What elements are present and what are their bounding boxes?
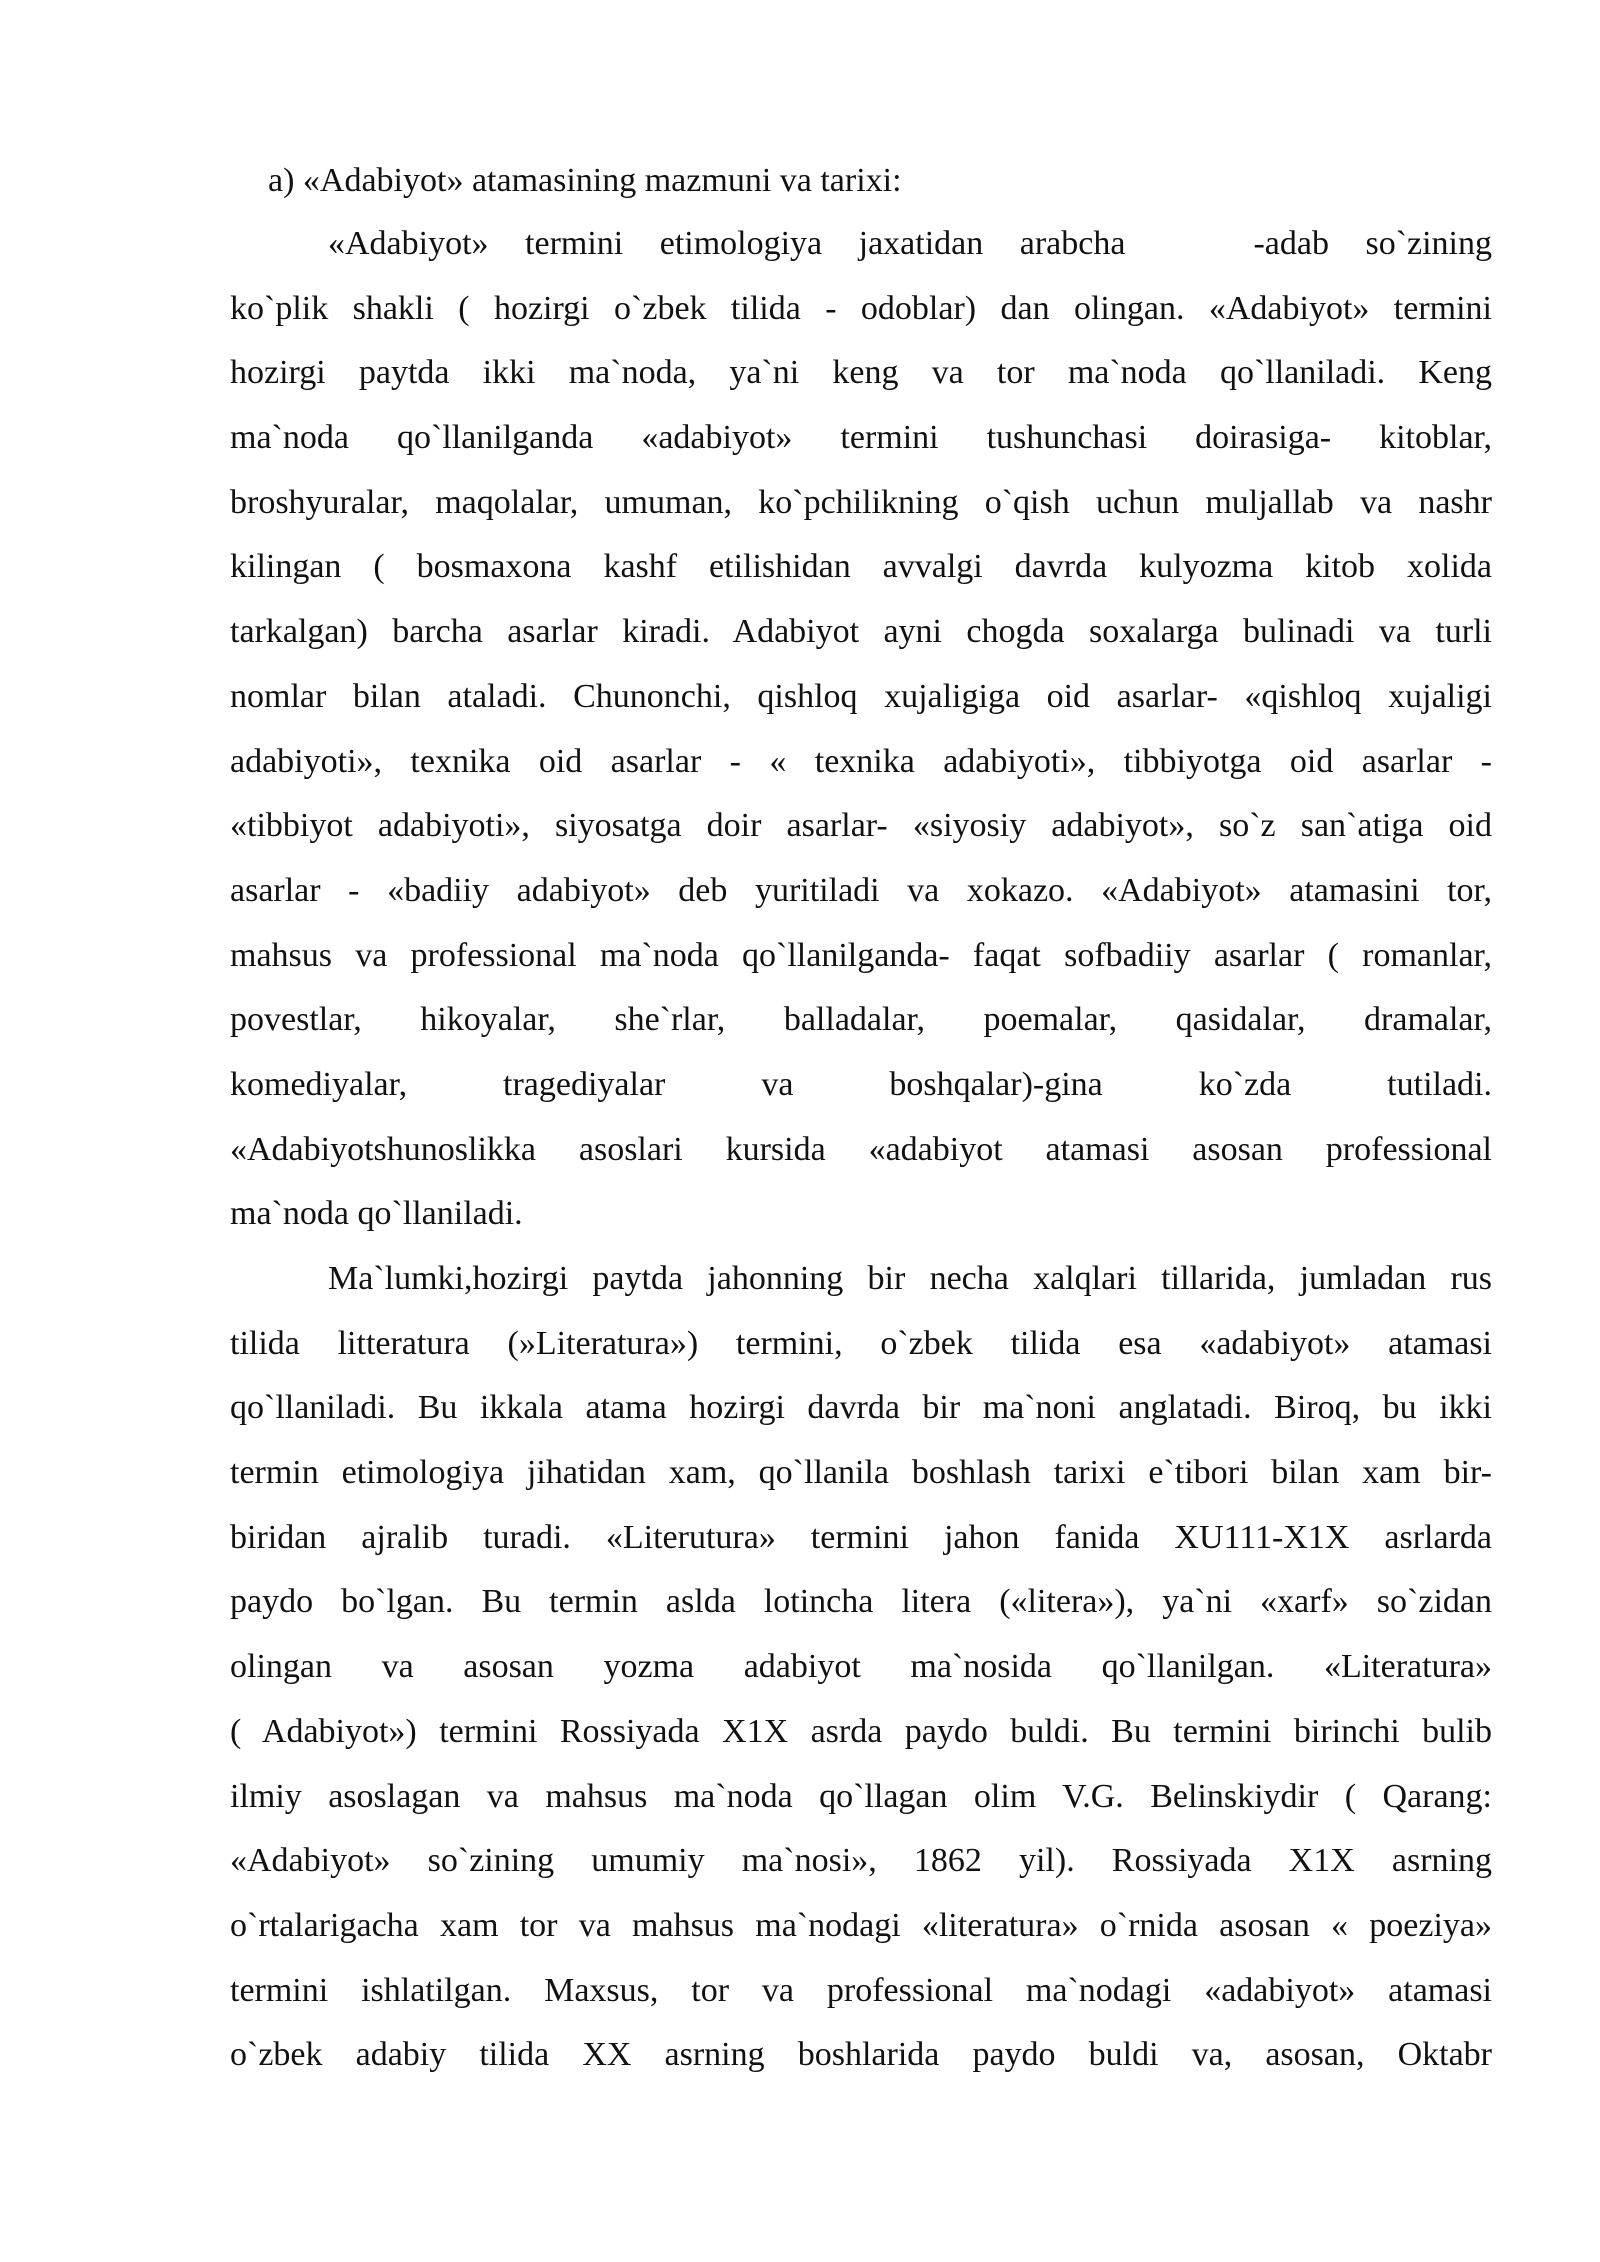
paragraph-line: biridan ajralib turadi. «Literutura» termini jahon fanida XU111-X1X asrlarda — [230, 1518, 1492, 1556]
paragraph-line: «Adabiyotshunoslikka asoslari kursida «adabiyot atamasi asosan professional — [230, 1130, 1492, 1168]
paragraph-line: o`zbek adabiy tilida XX asrning boshlarida paydo buldi va, asosan, Oktabr — [230, 2036, 1492, 2074]
paragraph-line: ma`noda qo`llaniladi. — [230, 1195, 523, 1233]
paragraph-line: hozirgi paytda ikki ma`noda, ya`ni keng va tor ma`noda qo`llaniladi. Keng — [230, 354, 1492, 392]
paragraph-line: adabiyoti», texnika oid asarlar - « texnika adabiyoti», tibbiyotga oid asarlar - — [230, 742, 1492, 780]
document-body — [230, 150, 1492, 2088]
paragraph-line — [230, 212, 1492, 277]
paragraph-line: Ma`lumki,hozirgi paytda jahonning bir necha xalqlari tillarida, jumladan rus — [328, 1260, 1492, 1297]
paragraph-line: ma`noda qo`llanilganda «adabiyot» termini tushunchasi doirasiga- kitoblar, — [230, 419, 1492, 457]
paragraph-line: «Adabiyot» so`zining umumiy ma`nosi», 1862 yil). Rossiyada X1X asrning — [230, 1842, 1492, 1880]
paragraph-line: paydo bo`lgan. Bu termin aslda lotincha litera («litera»), ya`ni «xarf» so`zidan — [230, 1583, 1492, 1621]
paragraph-line: komediyalar, tragediyalar va boshqalar)-gina ko`zda tutiladi. — [230, 1065, 1492, 1103]
text-fragment: -adab so`zining — [1253, 225, 1492, 262]
paragraph-line: kilingan ( bosmaxona kashf etilishidan avvalgi davrda kulyozma kitob xolida — [230, 548, 1492, 586]
paragraph-line: tilida litteratura (»Literatura») termini, o`zbek tilida esa «adabiyot» atamasi — [230, 1324, 1492, 1362]
paragraph-line: mahsus va professional ma`noda qo`llanilganda- faqat sofbadiiy asarlar ( romanlar, — [230, 936, 1492, 974]
paragraph-line: ( Adabiyot») termini Rossiyada X1X asrda paydo buldi. Bu termini birinchi bulib — [230, 1712, 1492, 1750]
paragraph-line: asarlar - «badiiy adabiyot» deb yuritiladi va xokazo. «Adabiyot» atamasini tor, — [230, 871, 1492, 909]
paragraph-line: povestlar, hikoyalar, she`rlar, balladalar, poemalar, qasidalar, dramalar, — [230, 1001, 1492, 1039]
paragraph-line: termin etimologiya jihatidan xam, qo`llanila boshlash tarixi e`tibori bilan xam bir- — [230, 1454, 1492, 1492]
paragraph-line: termini ishlatilgan. Maxsus, tor va professional ma`nodagi «adabiyot» atamasi — [230, 1971, 1492, 2009]
paragraph-line: ilmiy asoslagan va mahsus ma`noda qo`llagan olim V.G. Belinskiydir ( Qarang: — [230, 1777, 1492, 1815]
paragraph-line: ko`plik shakli ( hozirgi o`zbek tilida - odoblar) dan olingan. «Adabiyot» termini — [230, 289, 1492, 327]
paragraph-line: nomlar bilan ataladi. Chunonchi, qishloq xujaligiga oid asarlar- «qishloq xujaligi — [230, 677, 1492, 715]
paragraph-line: qo`llaniladi. Bu ikkala atama hozirgi davrda bir ma`noni anglatadi. Biroq, bu ikki — [230, 1389, 1492, 1427]
paragraph-line: broshyuralar, maqolalar, umuman, ko`pchilikning o`qish uchun muljallab va nashr — [230, 483, 1492, 521]
paragraph-line: olingan va asosan yozma adabiyot ma`nosida qo`llanilgan. «Literatura» — [230, 1648, 1492, 1686]
paragraph-1 — [230, 212, 1492, 1247]
section-heading: a) «Adabiyot» atamasining mazmuni va tarixi: — [268, 162, 902, 199]
text-fragment: «Adabiyot» termini etimologiya jaxatidan arabcha — [328, 225, 1126, 262]
paragraph-line: tarkalgan) barcha asarlar kiradi. Adabiyot ayni chogda soxalarga bulinadi va turli — [230, 613, 1492, 651]
paragraph-2 — [230, 1247, 1492, 2088]
paragraph-line: o`rtalarigacha xam tor va mahsus ma`nodagi «literatura» o`rnida asosan « poeziya» — [230, 1906, 1492, 1944]
paragraph-line: «tibbiyot adabiyoti», siyosatga doir asarlar- «siyosiy adabiyot», so`z san`atiga oid — [230, 807, 1492, 845]
